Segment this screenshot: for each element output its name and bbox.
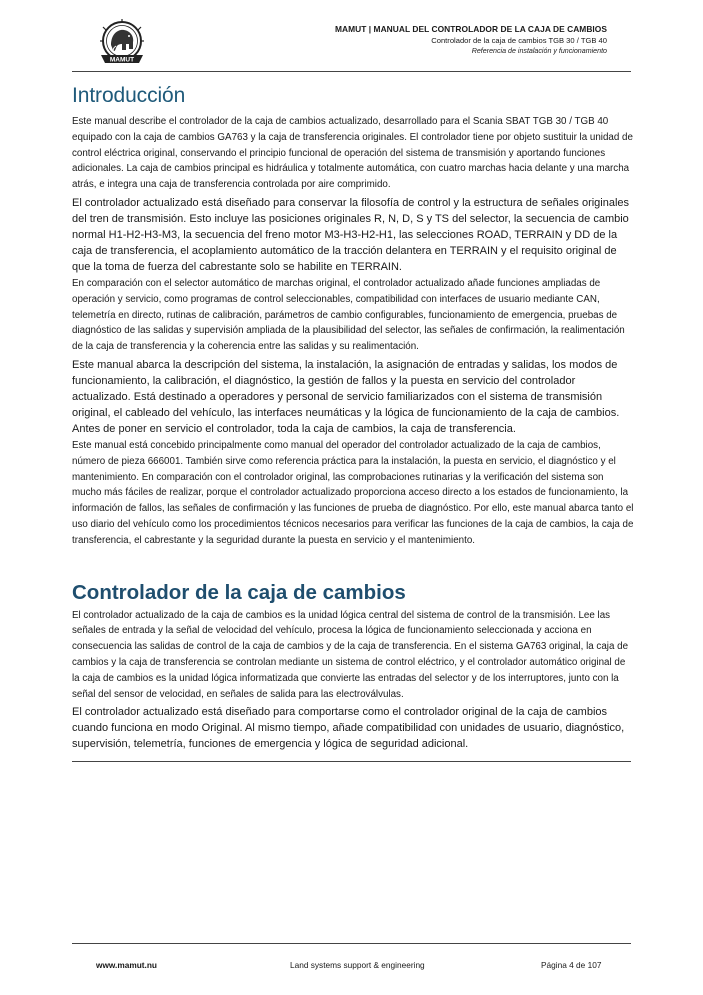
paragraph: En comparación con el selector automático de marchas original, el controlador actualizado añade funciones ampliadas de operación y servicio, como programas de control seleccionables, compatibilidad con interfaces de usuario mediante CAN, telemetría en directo, rutinas de calibración, parámetros de cambio configurables, funcionamiento de emergencia, pruebas de diagnóstico de las salidas y supervisión ampliada de la plausibilidad del selector, las señales de confirmación, la realimentación de la caja de transferencia y la coherencia entre las salidas y su realimentación. bbox=[72, 277, 625, 353]
content-end-divider bbox=[72, 761, 631, 762]
header-subtitle: Controlador de la caja de cambios TGB 30 / TGB 40 bbox=[431, 36, 607, 45]
footer-page-number: Página 4 de 107 bbox=[541, 960, 602, 970]
paragraph: Este manual describe el controlador de la caja de cambios actualizado, desarrollado para el Scania SBAT TGB 30 / TGB 40 equipado con la caja de cambios GA763 y la caja de transferencia originales. El controlador tiene por objeto sustituir la unidad de control eléctrica original, conservando el principio funcional de operación del sistema de transmisión y aportando funciones adicionales. La caja de cambios principal es hidráulica y totalmente automática, con cuatro marchas hacia delante y una marcha atrás, e integra una caja de transferencia controlada por aire comprimido. bbox=[72, 116, 633, 191]
main-content bbox=[72, 78, 634, 752]
footer-website-link[interactable]: www.mamut.nu bbox=[96, 960, 157, 970]
paragraph: El controlador actualizado está diseñado para conservar la filosofía de control y la estructura de señales originales del tren de transmisión. Esto incluye las posiciones originales R, N, D, S y TS del selector, la secuencia de cambio normal H1-H2-H3-M3, la secuencia del freno motor M3-H3-H2-H1, las selecciones ROAD, TERRAIN y DD de la caja de transferencia, el acoplamiento automático de la tracción delantera en TERRAIN y el requisito original de que la toma de fuerza del cabrestante solo se habilite en TERRAIN. bbox=[72, 196, 630, 273]
paragraph: El controlador actualizado está diseñado para comportarse como el controlador original de la caja de cambios cuando funciona en modo Original. Al mismo tiempo, añade compatibilidad con unidades de usuario, diagnóstico, supervisión, telemetría, funciones de emergencia y lógica de seguridad adicional. bbox=[72, 706, 625, 751]
paragraph: El controlador actualizado de la caja de cambios es la unidad lógica central del sistema de control de la transmisión. Lee las señales de entrada y la señal de velocidad del vehículo, procesa la lógica de funcionamiento seleccionada y acciona en consecuencia las salidas de control de la caja de cambios y de la caja de transferencia. En el sistema GA763 original, la caja de cambios y la caja de transferencia se controlan mediante un sistema de control eléctrico, y el controlador automático original de la caja de cambios es la unidad lógica informatizada que convierte las entradas del selector y de los interruptores, junto con la señal del sensor de velocidad, en señales de salida para las electroválvulas. bbox=[72, 609, 629, 700]
svg-text:MAMUT: MAMUT bbox=[109, 56, 135, 64]
mamut-logo bbox=[93, 17, 151, 67]
header-title: MAMUT | MANUAL DEL CONTROLADOR DE LA CAJA DE CAMBIOS bbox=[334, 24, 607, 34]
page-header bbox=[335, 24, 607, 56]
footer-tagline: Land systems support & engineering bbox=[290, 960, 425, 970]
section-heading-introduction: Introducción bbox=[72, 84, 186, 107]
paragraph: Este manual abarca la descripción del sistema, la instalación, la asignación de entradas y salidas, los modos de funcionamiento, la calibración, el diagnóstico, la gestión de fallos y la puesta en servicio del controlador actualizado. Está destinado a operadores y personal de servicio familiarizados con el sistema de transmisión original, el cableado del vehículo, las interfaces neumáticas y la lógica de funcionamiento de la caja de cambios. Antes de poner en servicio el controlador, toda la caja de cambios, la caja de transferencia. bbox=[72, 358, 620, 435]
footer-divider bbox=[72, 943, 631, 944]
header-divider bbox=[72, 71, 631, 72]
paragraph: Este manual está concebido principalmente como manual del operador del controlador actualizado de la caja de cambios, número de pieza 666001. También sirve como referencia práctica para la instalación, la puesta en servicio, el diagnóstico y el mantenimiento. En comparación con el controlador original, las comprobaciones rutinarias y la verificación del sistema son mucho más fáciles de realizar, porque el controlador actualizado proporciona acceso directo a los estados de funcionamiento, la información de fallos, las señales de confirmación y las funciones de prueba de diagnóstico. Por ello, este manual abarca tanto el uso diario del vehículo como los procedimientos técnicos necesarios para verificar las funciones de la caja de cambios, la caja de transferencia, el cabrestante y la seguridad durante la puesta en servicio y el mantenimiento. bbox=[72, 439, 634, 546]
section-heading-gearbox-controller: Controlador de la caja de cambios bbox=[72, 580, 406, 604]
header-reference: Referencia de instalación y funcionamiento bbox=[471, 47, 607, 55]
